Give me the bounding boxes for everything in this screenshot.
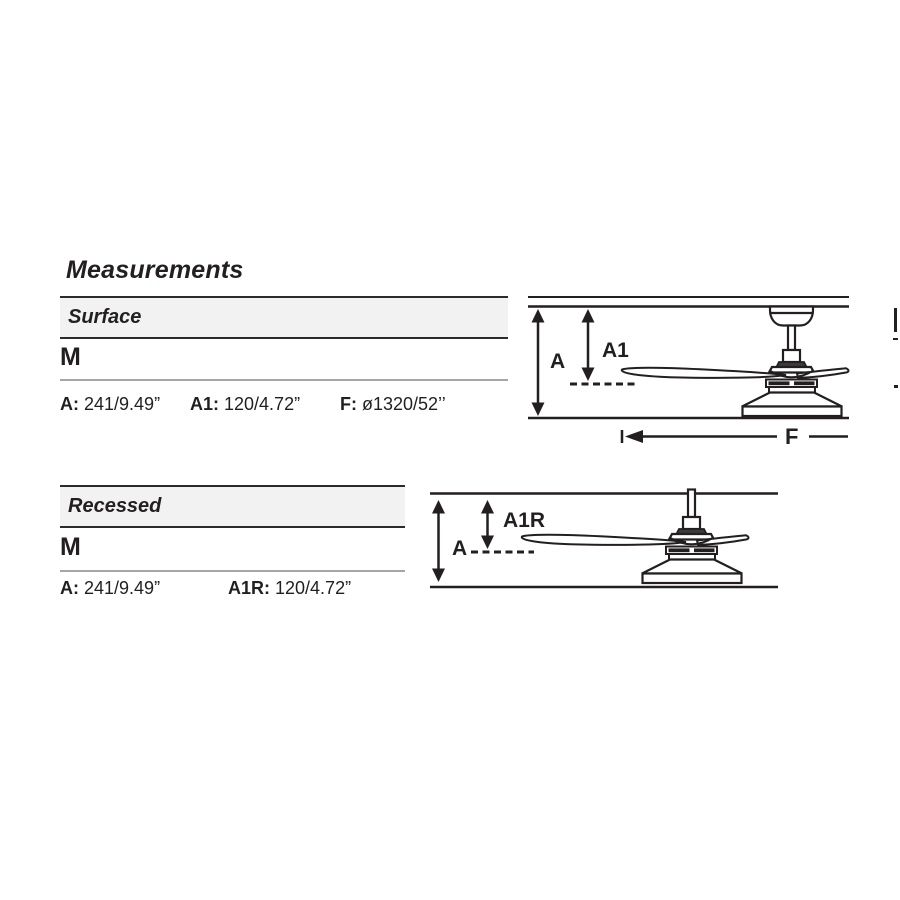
- fan-width-dimension-f: [622, 430, 848, 443]
- ceiling-fan-side-view: [522, 490, 749, 584]
- surface-spec-a: [60, 394, 160, 415]
- surface-spec-a1: [190, 394, 300, 415]
- clipped-edge-fragment: [894, 385, 898, 388]
- spec-label: A1:: [190, 394, 220, 414]
- surface-model-name: M: [60, 343, 81, 371]
- light-shade-base: [643, 574, 742, 584]
- spec-label: F:: [340, 394, 357, 414]
- surface-fan-diagram: [520, 290, 856, 450]
- spec-value: 241/9.49”: [84, 578, 161, 598]
- spec-value: 120/4.72”: [224, 394, 301, 414]
- ceiling-fan-side-view: [622, 307, 849, 417]
- dimension-arrow-a: [532, 309, 545, 416]
- spec-value: 241/9.49”: [84, 394, 161, 414]
- spec-value: 120/4.72”: [275, 578, 352, 598]
- clipped-edge-fragment: [893, 338, 898, 340]
- dimension-arrow-a1: [582, 309, 595, 381]
- dimension-label-a1r: A1R: [503, 509, 546, 532]
- dimension-label-a: A: [550, 350, 566, 373]
- clipped-edge-fragment: [894, 308, 897, 332]
- dimension-label-f: F: [785, 424, 799, 449]
- spec-label: A:: [60, 394, 79, 414]
- recessed-section-label: Recessed: [68, 495, 162, 517]
- recessed-divider-rule: [60, 570, 405, 572]
- surface-section-header: [60, 296, 508, 339]
- page-title: Measurements: [66, 256, 244, 284]
- downrod: [788, 326, 795, 351]
- recessed-spec-a: [60, 578, 160, 599]
- light-shade-flare: [642, 560, 742, 574]
- recessed-section-header: [60, 485, 405, 528]
- left-blade: [622, 368, 786, 378]
- surface-section-label: Surface: [68, 306, 142, 328]
- canopy: [770, 307, 813, 326]
- surface-spec-f: [340, 394, 446, 415]
- surface-divider-rule: [60, 379, 508, 381]
- dimension-arrow-a: [432, 500, 445, 582]
- spec-label: A:: [60, 578, 79, 598]
- rod-coupler: [683, 517, 700, 529]
- ceiling-lines: [528, 297, 849, 307]
- spec-value: ø1320/52’’: [362, 394, 446, 414]
- recessed-spec-a1r: [228, 578, 351, 599]
- dimension-arrow-a1r: [481, 500, 494, 549]
- light-shade-base: [743, 407, 842, 417]
- light-shade-flare: [742, 393, 842, 407]
- rod-coupler: [783, 350, 800, 362]
- left-blade: [522, 535, 686, 545]
- dimension-label-a: A: [452, 537, 468, 560]
- downrod: [688, 490, 695, 518]
- recessed-model-name: M: [60, 533, 81, 561]
- recessed-fan-diagram: [424, 484, 784, 596]
- spec-label: A1R:: [228, 578, 271, 598]
- dimension-label-a1: A1: [602, 339, 629, 362]
